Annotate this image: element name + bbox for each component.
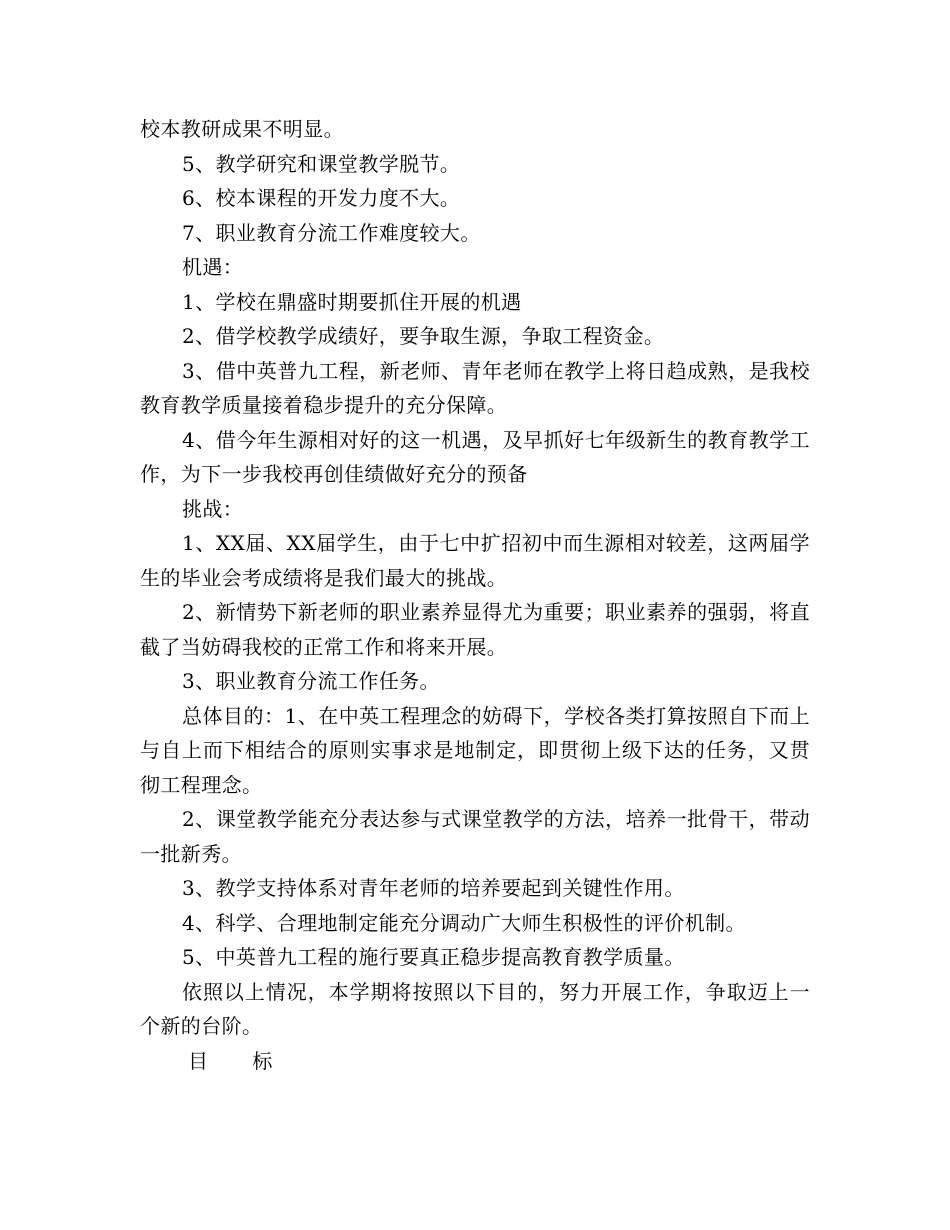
heading-char-1: 目 (188, 1048, 209, 1073)
paragraph-7: 3、借中英普九工程，新老师、青年老师在教学上将日趋成熟，是我校教育教学质量接着稳步提升的充分保障。 (140, 358, 810, 417)
paragraph-6: 2、借学校教学成绩好，要争取生源，争取工程资金。 (182, 324, 665, 348)
paragraph-10: 1、XX届、XX届学生，由于七中扩招初中而生源相对较差，这两届学生的毕业会考成绩将是我们最大的挑战。 (140, 531, 810, 590)
paragraph-8: 4、借今年生源相对好的这一机遇，及早抓好七年级新生的教育教学工作，为下一步我校再创佳绩做好充分的预备 (140, 427, 810, 486)
paragraph-3: 7、职业教育分流工作难度较大。 (182, 220, 481, 245)
paragraph-12: 3、职业教育分流工作任务。 (182, 669, 440, 693)
paragraph-16: 4、科学、合理地制定能充分调动广大师生积极性的评价机制。 (182, 910, 746, 935)
paragraph-15: 3、教学支持体系对青年老师的培养要起到关键性作用。 (182, 876, 685, 900)
paragraph-14: 2、课堂教学能充分表达参与式课堂教学的方法，培养一批骨干，带动一批新秀。 (140, 807, 810, 866)
paragraph-2: 6、校本课程的开发力度不大。 (182, 186, 461, 210)
paragraph-13: 总体目的：1、在中英工程理念的妨碍下，学校各类打算按照自下而上与自上而下相结合的原则实事求是地制定，即贯彻上级下达的任务，又贯彻工程理念。 (140, 703, 810, 797)
heading-char-2: 标 (252, 1048, 273, 1073)
paragraph-5: 1、学校在鼎盛时期要抓住开展的机遇 (182, 289, 522, 314)
paragraph-1: 5、教学研究和课堂教学脱节。 (182, 151, 461, 176)
paragraph-0: 校本教研成果不明显。 (140, 117, 344, 141)
paragraph-4: 机遇： (182, 255, 244, 279)
paragraph-11: 2、新情势下新老师的职业素养显得尤为重要；职业素养的强弱，将直截了当妨碍我校的正常工作和将来开展。 (140, 600, 810, 659)
paragraph-18: 依照以上情况，本学期将按照以下目的，努力开展工作，争取迈上一个新的台阶。 (140, 979, 810, 1038)
document-body (140, 112, 810, 1078)
paragraph-9: 挑战： (182, 496, 244, 521)
paragraph-17: 5、中英普九工程的施行要真正稳步提高教育教学质量。 (182, 945, 685, 969)
section-heading-target (140, 1044, 810, 1079)
